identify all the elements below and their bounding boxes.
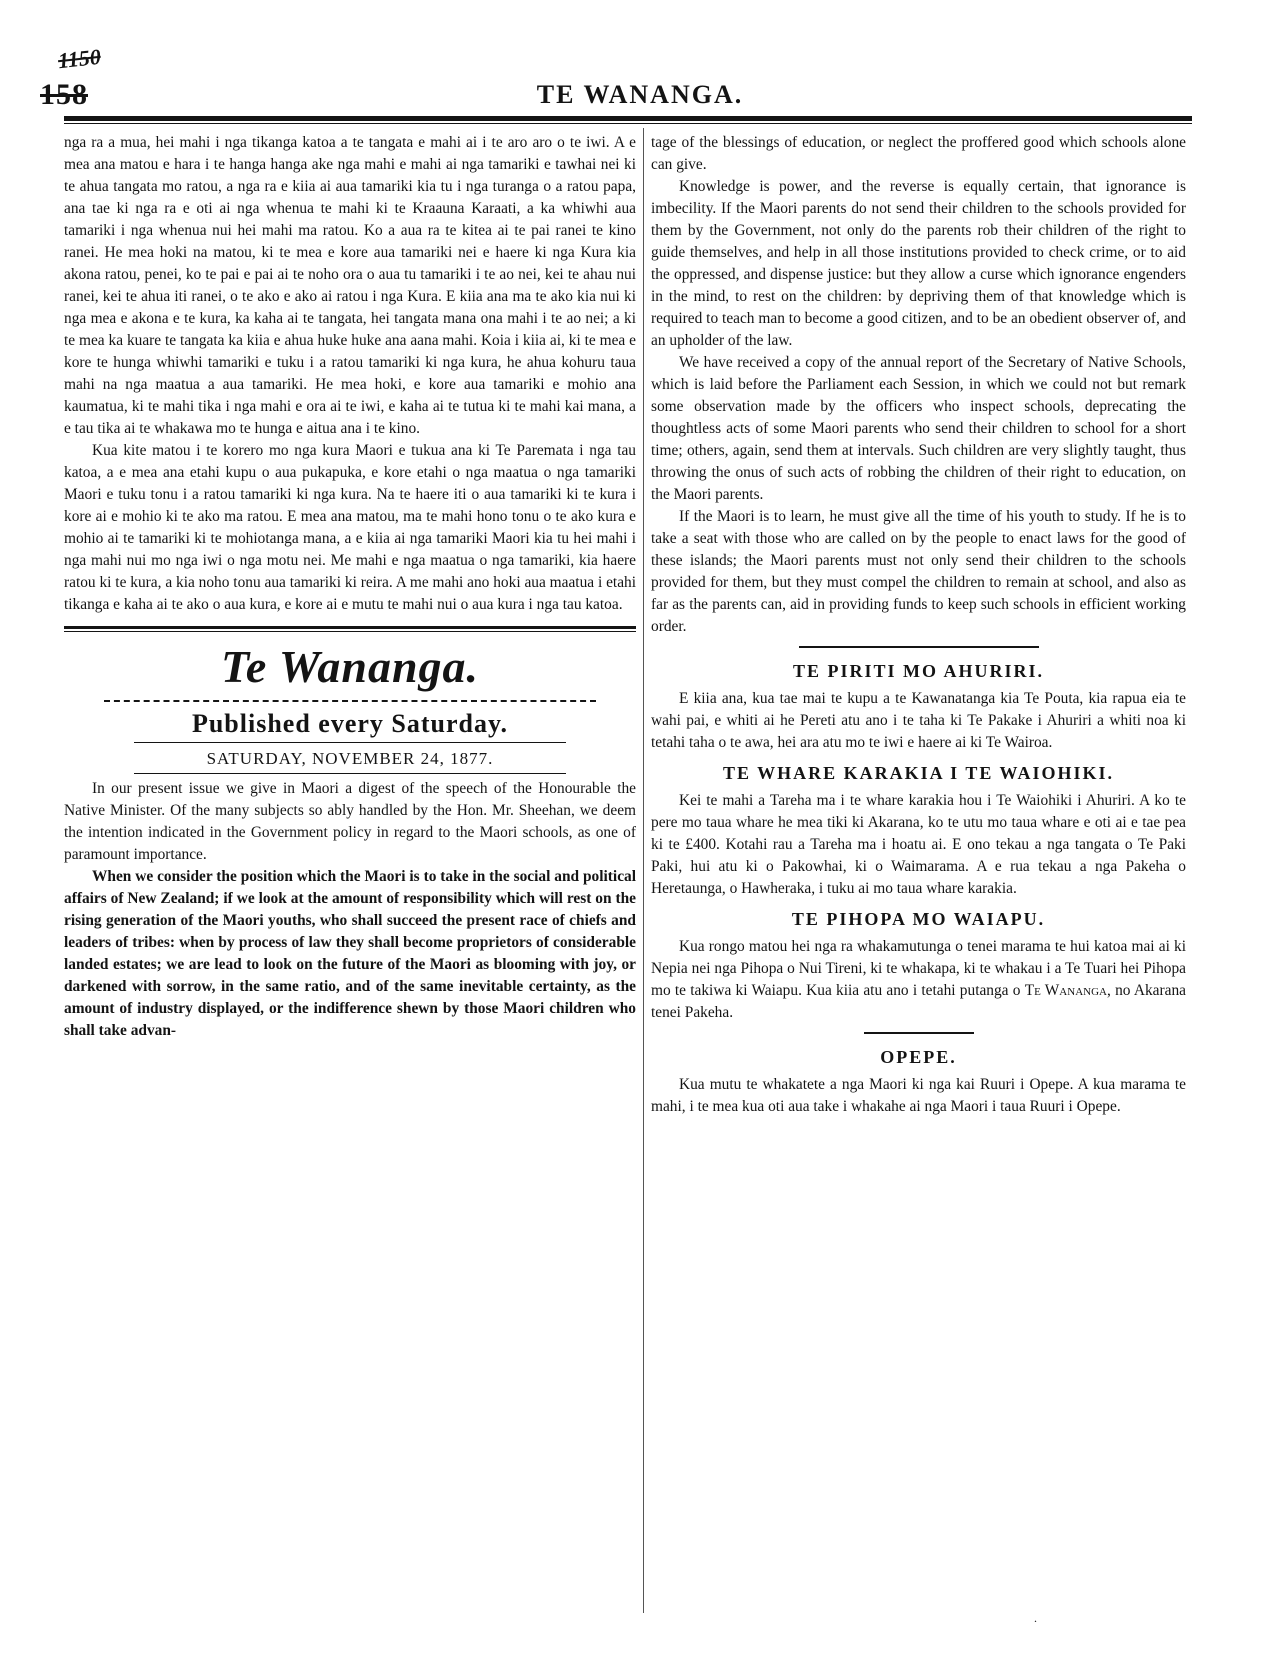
section-divider <box>799 646 1039 648</box>
section-text-opepe: Kua mutu te whakatete a nga Maori ki nga kai Ruuri i Opepe. A kua marama te mahi, i te mea kua oti aua take i whakahe ai nga Maori i taua Ruuri i Opepe. <box>651 1076 1186 1115</box>
right-column <box>651 132 1186 1632</box>
section-text-piriti: E kiia ana, kua tae mai te kupu a te Kawanatanga kia Te Pouta, kia rapua eia te wahi pai, e whiti ai he Pereti atu ano i te taha ki Te Pakake i Ahuriri a whiti noa ki tetahi taha o te awa, hei ara atu mo te iwi e haere ai ki Te Wairoa. <box>651 690 1186 751</box>
section-title-opepe: OPEPE. <box>880 1047 957 1067</box>
section-text-whare-karakia: Kei te mahi a Tareha ma i te whare karakia hou i Te Waiohiki i Ahuriri. A ko te pere mo taua whare he mea tiki ki Akarana, ko te utu mo taua whare e oti ai e tae pea ki te £400. Kotahi rau a Tareha ma i hoatu ai. E ono tekau a nga tangata o Te Paki Paki, hui atu ki o Pakowhai, ki o Waimarama. A e rua tekau a nga Pakeha o Heretaunga, o Hawheraka, i tuku ai mo taua whare karakia. <box>651 792 1186 897</box>
paper-name-reference: Te Wananga <box>1024 982 1107 999</box>
running-title: TE WANANGA. <box>536 80 744 109</box>
maori-article-paragraph-2: Kua kite matou i te korero mo nga kura Maori e tukua ana ki Te Paremata i nga tau katoa, a e mea ana etahi kupu o aua pukapuka, e kore etahi o nga maatua o nga tamariki Maori e tuku tonu i a ratou tamariki ki nga kura. Na te haere iti o aua tamariki ki te kura i kore ai e mohio ki te ako ma ratou. E mea ana matou, ma te mahi hono tonu o te ako kura e mohio ai te tamariki ki te mohiotanga mana, a e kiia ai nga tamariki Maori kia tu hei mahi i nga mahi nui mo nga iwi o nga motu nei. Me mahi e nga maatua o nga tamariki, kia haere ratou ki te kura, a kia noho tonu aua tamariki ki reira. A me mahi ano hoki aua maatua i etahi tikanga e kaha ai te ako o aua kura, e kore ai e mutu te mahi nui o aua kura i nga tau katoa. <box>64 442 636 613</box>
publication-tagline: Published every Saturday. <box>191 709 509 738</box>
date-rule <box>134 773 566 774</box>
editorial-paragraph-2: When we consider the position which the Maori is to take in the social and political affairs of New Zealand; if we look at the amount of responsibility which will rest on the rising generation of the Maori youths, who shall succeed the present race of chiefs and leaders of tribes: when by process of law they shall become proprietors of considerable landed estates; we are lead to look on the future of the Maori as blooming with joy, or darkened with sorrow, in the same ratio, and of the same inevitable certainty, as the amount of industry displayed, or the indifference shewn by those Maori children who shall take advan- <box>64 868 636 1039</box>
editorial-paragraph-4: We have received a copy of the annual report of the Secretary of Native Schools, which is laid before the Parliament each Session, in which we could not but remark some observation made by the officers who inspect schools, deprecating the thoughtless acts of some Maori parents who send their children to school for a short time; others, again, send them at intervals. Such children are very slightly taught, thus throwing the onus of such acts of robbing the children of their right to education, on the Maori parents. <box>651 354 1186 503</box>
struck-page-number: 1150 <box>56 43 102 74</box>
bottom-mark: . <box>1034 1611 1037 1625</box>
section-divider-small <box>864 1032 974 1034</box>
editorial-paragraph-5: If the Maori is to learn, he must give all the time of his youth to study. If he is to take a seat with those who are called on by the people to enact laws for the good of these islands; the Maori parents must not only send their children to the schools provided for them, but they must compel the children to remain at school, and also as far as the parents can, aid in providing funds to keep such schools in efficient working order. <box>651 508 1186 635</box>
section-title-pihopa: TE PIHOPA MO WAIAPU. <box>791 909 1046 929</box>
section-title-whare-karakia: TE WHARE KARAKIA I TE WAIOHIKI. <box>722 763 1115 783</box>
tagline-rule <box>134 742 566 743</box>
header-rule <box>64 116 1192 124</box>
section-text-pihopa <box>651 936 1186 1024</box>
masthead-rule <box>64 626 636 632</box>
editorial-paragraph-3: Knowledge is power, and the reverse is equally certain, that ignorance is imbecility. If the Maori parents do not send their children to the schools provided for them by the Government, not only do the parents rob their children of the right to guide themselves, and help in all those institutions provided to check crime, or to aid the oppressed, and dispense justice: but they allow a curse which ignorance engenders in the mind, to rest on the children: by depriving them of that knowledge which is required to teach man to become a good citizen, and to be an obedient observer of, and an upholder of the law. <box>651 178 1186 349</box>
editorial-continued-paragraph: tage of the blessings of education, or neglect the proffered good which schools alone can give. <box>651 134 1186 173</box>
column-divider <box>643 128 644 1613</box>
left-column <box>64 132 636 1632</box>
pihopa-text-start: Kua rongo matou hei nga ra whakamutunga o tenei marama te hui katoa mai ai ki Nepia nei nga Pihopa o Nui Tireni, ki te whakapa, ki te whakau i a Te Tuari hei Pihopa mo te takiwa ki Waiapu. Kua kiia atu ano i tetahi putanga o <box>651 938 1186 999</box>
section-title-piriti: TE PIRITI MO AHURIRI. <box>792 661 1045 681</box>
masthead-title: Te Wananga. <box>220 641 480 692</box>
masthead-dash-rule <box>104 700 596 702</box>
page-number: 158 <box>40 78 88 111</box>
editorial-paragraph-1: In our present issue we give in Maori a digest of the speech of the Honourable the Native Minister. Of the many subjects so ably handled by the Hon. Mr. Sheehan, we deem the intention indicated in the Government policy in regard to the Maori schools, as one of paramount importance. <box>64 780 636 863</box>
pihopa-text-end: , no Akarana tenei Pakeha. <box>651 982 1186 1021</box>
issue-date: SATURDAY, NOVEMBER 24, 1877. <box>206 749 494 768</box>
maori-article-paragraph-1: nga ra a mua, hei mahi i nga tikanga katoa a te tangata e mahi ai i te aro aro o te iwi. A e mea ana matou e hara i te hanga hanga ake nga mahi e mahi ai nga tamariki e tawhai nei ki te ahua tangata mo ratou, a nga ra e kiia ai aua tamariki kia tu i nga turanga o a ratou papa, ana tae ki nga ra e oti ai nga whenua te mahi ki te Kraauna Karaati, a ka whiwhi aua tamariki i nga whenua nui hei mahi ma ratou. Ko a aua ra te kitea ai te pai ranei te kino ranei. He mea hoki na matou, ki te mea e kore aua tamariki nei e haere ki nga Kura kia akona ratou, penei, ko te pai e pai ai te noho ora o aua tu tamariki i te ao nei, kei te ahau nui ranei, kei te ahua iti ranei, o te ako e ako ai ratou i nga Kura. E kiia ana ma te ako kia nui ki nga mea e akona e te kura, ka kaha ai te tangata, hei tangata mana ona mahi i te ao nei; a ki te mea ka kuare te tangata ka kiia e ahua huke huke ana aana mahi. Koia i kiia ai, ki te mea e kore te hunga whiwhi tamariki e tuku i a ratou tamariki ki nga kura, he ahua kohuru taua mahi na nga maatua a aua tamariki. He mea hoki, e kore aua tamariki e mohio ana kaumatua, ki te mahi tika i nga mahi e ora ai te iwi, e kaha ai te tutua ki te mahi kai mana, a e tau tika ai te whakawa mo te hunga e aitua ana i te kino. <box>64 134 636 437</box>
